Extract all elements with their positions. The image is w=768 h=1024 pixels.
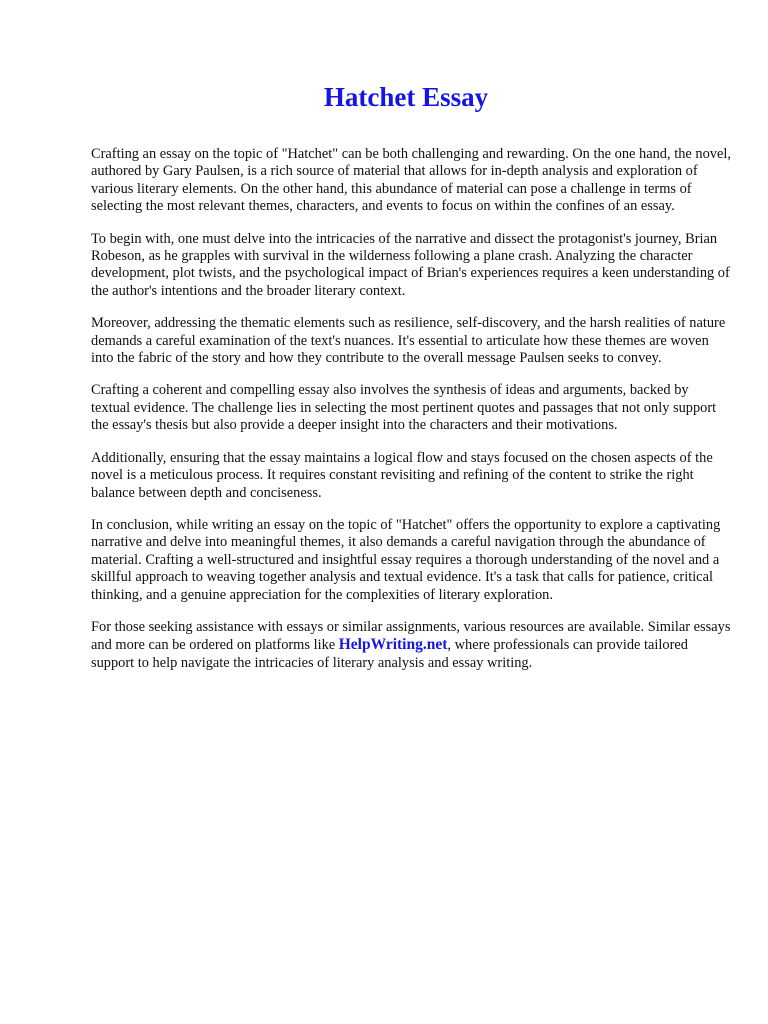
paragraph-6: In conclusion, while writing an essay on the topic of "Hatchet" offers the opportunity to explore a captivating narrative and delve into meaningful themes, it also demands a careful navigation through the abundance of material. Crafting a well-structured and insightful essay requires a thorough understanding of the novel and a skillful approach to weaving together analysis and textual evidence. It's a task that calls for patience, critical thinking, and a genuine appreciation for the complexities of literary exploration.	[91, 516, 721, 603]
essay-body	[91, 146, 731, 687]
closing-paragraph	[91, 619, 731, 672]
page-title: Hatchet Essay	[323, 82, 489, 112]
paragraph-3: Moreover, addressing the thematic elements such as resilience, self-discovery, and the harsh realities of nature demands a careful examination of the text's nuances. It's essential to articulate how these themes are woven into the fabric of the story and how they contribute to the overall message Paulsen seeks to convey.	[91, 315, 726, 367]
paragraph-5: Additionally, ensuring that the essay maintains a logical flow and stays focused on the chosen aspects of the novel is a meticulous process. It requires constant revisiting and refining of the content to strike the right balance between depth and conciseness.	[91, 449, 713, 501]
helpwriting-link[interactable]: HelpWriting.net	[338, 636, 448, 654]
closing-text-before-link: For those seeking assistance with essays or similar assignments, various resources are available. Similar essays and more can be ordered on platforms like	[91, 618, 731, 654]
closing-text-after-link: , where professionals can provide tailored support to help navigate the intricacies of literary analysis and essay writing.	[91, 637, 688, 671]
paragraph-2: To begin with, one must delve into the intricacies of the narrative and dissect the protagonist's journey, Brian Robeson, as he grapples with survival in the wilderness following a plane crash. Analyzing the character development, plot twists, and the psychological impact of Brian's experiences requires a keen understanding of the author's intentions and the broader literary context.	[91, 230, 730, 299]
paragraph-1: Crafting an essay on the topic of "Hatchet" can be both challenging and rewarding. On the one hand, the novel, authored by Gary Paulsen, is a rich source of material that allows for in-depth analysis and exploration of various literary elements. On the other hand, this abundance of material can pose a challenge in terms of selecting the most relevant themes, characters, and events to focus on within the confines of an essay.	[91, 146, 731, 215]
paragraph-4: Crafting a coherent and compelling essay also involves the synthesis of ideas and arguments, backed by textual evidence. The challenge lies in selecting the most pertinent quotes and passages that not only support the essay's thesis but also provide a deeper insight into the characters and their motivations.	[91, 382, 717, 434]
